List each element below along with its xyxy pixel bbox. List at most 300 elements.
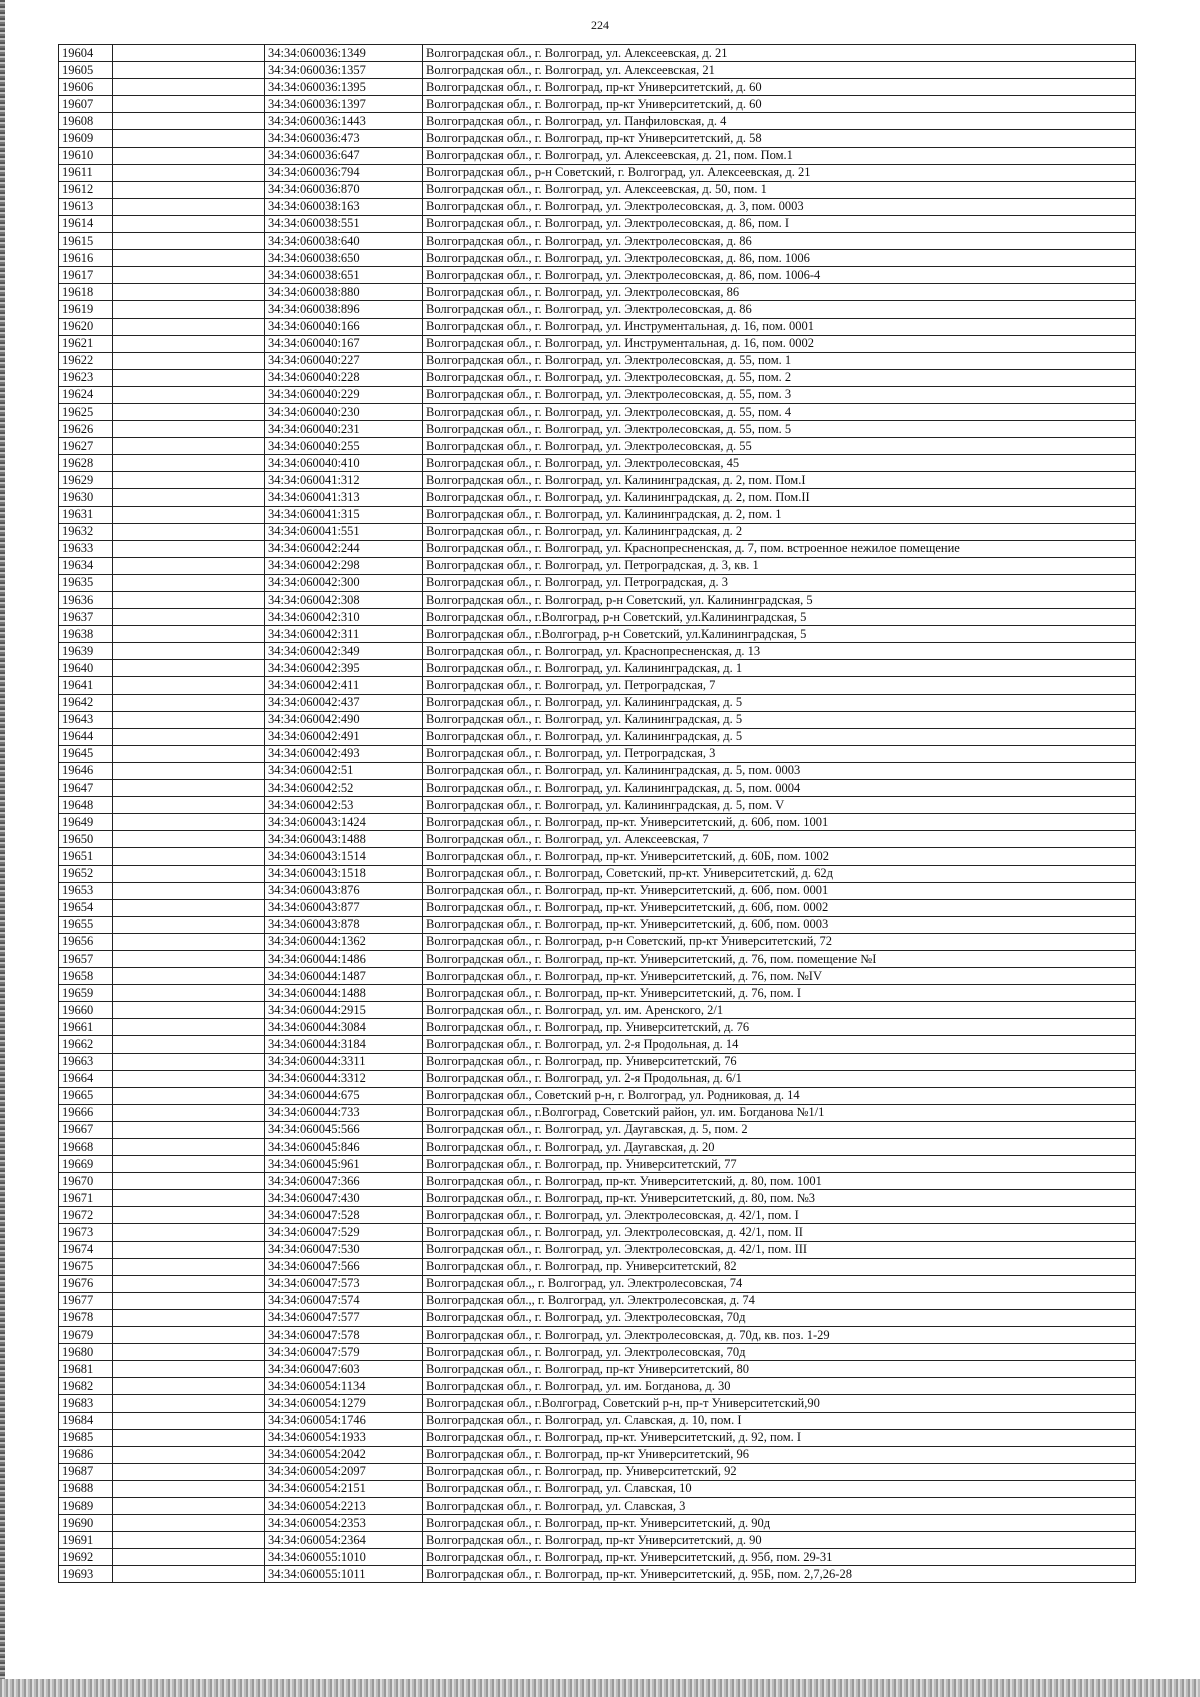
row-number-cell: 19617 — [59, 267, 113, 284]
row-number-cell: 19635 — [59, 574, 113, 591]
cadastral-number-cell: 34:34:060038:650 — [265, 250, 423, 267]
row-number-cell: 19624 — [59, 386, 113, 403]
cadastral-number-cell: 34:34:060047:573 — [265, 1275, 423, 1292]
empty-cell — [113, 113, 265, 130]
row-number-cell: 19660 — [59, 1002, 113, 1019]
address-cell: Волгоградская обл., г. Волгоград, ул. Электролесовская, 86 — [423, 284, 1136, 301]
cadastral-number-cell: 34:34:060036:1357 — [265, 62, 423, 79]
row-number-cell: 19613 — [59, 198, 113, 215]
cadastral-number-cell: 34:34:060036:1349 — [265, 45, 423, 62]
row-number-cell: 19639 — [59, 643, 113, 660]
empty-cell — [113, 96, 265, 113]
table-row — [59, 626, 1136, 643]
row-number-cell: 19665 — [59, 1087, 113, 1104]
table-row — [59, 369, 1136, 386]
address-cell: Волгоградская обл., г. Волгоград, пр-кт. Университетский, д. 92, пом. I — [423, 1429, 1136, 1446]
address-cell: Волгоградская обл., г. Волгоград, ул. 2-я Продольная, д. 6/1 — [423, 1070, 1136, 1087]
table-row — [59, 130, 1136, 147]
row-number-cell: 19649 — [59, 814, 113, 831]
empty-cell — [113, 1121, 265, 1138]
cadastral-number-cell: 34:34:060042:311 — [265, 626, 423, 643]
row-number-cell: 19655 — [59, 916, 113, 933]
cadastral-number-cell: 34:34:060036:1397 — [265, 96, 423, 113]
address-cell: Волгоградская обл., г. Волгоград, пр-кт. Университетский, д. 76, пом. помещение №I — [423, 950, 1136, 967]
cadastral-number-cell: 34:34:060040:227 — [265, 352, 423, 369]
address-cell: Волгоградская обл., г. Волгоград, ул. Калининградская, д. 5 — [423, 728, 1136, 745]
table-row — [59, 1002, 1136, 1019]
address-cell: Волгоградская обл., г. Волгоград, пр-кт Университетский, д. 90 — [423, 1532, 1136, 1549]
empty-cell — [113, 421, 265, 438]
cadastral-number-cell: 34:34:060043:1424 — [265, 814, 423, 831]
table-row — [59, 1087, 1136, 1104]
cadastral-number-cell: 34:34:060041:315 — [265, 506, 423, 523]
empty-cell — [113, 438, 265, 455]
address-cell: Волгоградская обл., г. Волгоград, пр-кт Университетский, д. 60 — [423, 96, 1136, 113]
cadastral-number-cell: 34:34:060044:1362 — [265, 933, 423, 950]
row-number-cell: 19668 — [59, 1139, 113, 1156]
table-row — [59, 1361, 1136, 1378]
empty-cell — [113, 267, 265, 284]
address-cell: Волгоградская обл., г.Волгоград, Советский р-н, пр-т Университетский,90 — [423, 1395, 1136, 1412]
empty-cell — [113, 1532, 265, 1549]
empty-cell — [113, 1480, 265, 1497]
cadastral-number-cell: 34:34:060054:2213 — [265, 1497, 423, 1514]
cadastral-number-cell: 34:34:060044:3184 — [265, 1036, 423, 1053]
cadastral-number-cell: 34:34:060047:579 — [265, 1344, 423, 1361]
cadastral-number-cell: 34:34:060047:577 — [265, 1309, 423, 1326]
row-number-cell: 19670 — [59, 1173, 113, 1190]
cadastral-number-cell: 34:34:060040:255 — [265, 438, 423, 455]
empty-cell — [113, 540, 265, 557]
empty-cell — [113, 386, 265, 403]
address-cell: Волгоградская обл., г. Волгоград, ул. Инструментальная, д. 16, пом. 0001 — [423, 318, 1136, 335]
cadastral-number-cell: 34:34:060041:312 — [265, 472, 423, 489]
row-number-cell: 19663 — [59, 1053, 113, 1070]
table-row — [59, 403, 1136, 420]
table-row — [59, 455, 1136, 472]
cadastral-number-cell: 34:34:060040:166 — [265, 318, 423, 335]
table-row — [59, 1207, 1136, 1224]
empty-cell — [113, 660, 265, 677]
cadastral-number-cell: 34:34:060040:229 — [265, 386, 423, 403]
row-number-cell: 19612 — [59, 181, 113, 198]
row-number-cell: 19647 — [59, 780, 113, 797]
cadastral-number-cell: 34:34:060054:2042 — [265, 1446, 423, 1463]
empty-cell — [113, 1292, 265, 1309]
empty-cell — [113, 1087, 265, 1104]
cadastral-number-cell: 34:34:060038:551 — [265, 215, 423, 232]
table-row — [59, 147, 1136, 164]
cadastral-number-cell: 34:34:060043:1488 — [265, 831, 423, 848]
address-cell: Волгоградская обл., г. Волгоград, ул. им. Богданова, д. 30 — [423, 1378, 1136, 1395]
cadastral-number-cell: 34:34:060043:1518 — [265, 865, 423, 882]
table-row — [59, 96, 1136, 113]
row-number-cell: 19652 — [59, 865, 113, 882]
cadastral-number-cell: 34:34:060047:366 — [265, 1173, 423, 1190]
address-cell: Волгоградская обл., г. Волгоград, ул. Электролесовская, д. 86, пом. 1006 — [423, 250, 1136, 267]
table-row — [59, 1258, 1136, 1275]
table-row — [59, 677, 1136, 694]
table-row — [59, 728, 1136, 745]
empty-cell — [113, 198, 265, 215]
empty-cell — [113, 728, 265, 745]
cadastral-number-cell: 34:34:060055:1010 — [265, 1549, 423, 1566]
cadastral-number-cell: 34:34:060036:1443 — [265, 113, 423, 130]
address-cell: Волгоградская обл., г. Волгоград, ул. Электролесовская, д. 55 — [423, 438, 1136, 455]
row-number-cell: 19687 — [59, 1463, 113, 1480]
empty-cell — [113, 1173, 265, 1190]
cadastral-number-cell: 34:34:060040:410 — [265, 455, 423, 472]
row-number-cell: 19653 — [59, 882, 113, 899]
address-cell: Волгоградская обл., г. Волгоград, ул. Калининградская, д. 5 — [423, 711, 1136, 728]
row-number-cell: 19692 — [59, 1549, 113, 1566]
row-number-cell: 19627 — [59, 438, 113, 455]
scan-edge-bottom — [0, 1679, 1200, 1697]
table-row — [59, 1275, 1136, 1292]
empty-cell — [113, 848, 265, 865]
table-row — [59, 540, 1136, 557]
empty-cell — [113, 814, 265, 831]
address-cell: Волгоградская обл., г. Волгоград, пр-кт. Университетский, д. 60б, пом. 0002 — [423, 899, 1136, 916]
cadastral-number-cell: 34:34:060036:794 — [265, 164, 423, 181]
row-number-cell: 19650 — [59, 831, 113, 848]
row-number-cell: 19634 — [59, 557, 113, 574]
empty-cell — [113, 1036, 265, 1053]
address-cell: Волгоградская обл., г. Волгоград, ул. Калининградская, д. 5 — [423, 694, 1136, 711]
cadastral-number-cell: 34:34:060044:1486 — [265, 950, 423, 967]
cadastral-number-cell: 34:34:060047:530 — [265, 1241, 423, 1258]
empty-cell — [113, 164, 265, 181]
cadastral-number-cell: 34:34:060042:437 — [265, 694, 423, 711]
table-row — [59, 882, 1136, 899]
row-number-cell: 19671 — [59, 1190, 113, 1207]
empty-cell — [113, 643, 265, 660]
scan-edge-left — [0, 0, 5, 1697]
address-cell: Волгоградская обл., г. Волгоград, пр. Университетский, 92 — [423, 1463, 1136, 1480]
cadastral-number-cell: 34:34:060047:529 — [265, 1224, 423, 1241]
row-number-cell: 19693 — [59, 1566, 113, 1583]
address-cell: Волгоградская обл., г. Волгоград, ул. Калининградская, д. 2, пом. Пом.I — [423, 472, 1136, 489]
cadastral-number-cell: 34:34:060036:1395 — [265, 79, 423, 96]
row-number-cell: 19631 — [59, 506, 113, 523]
address-cell: Волгоградская обл., г. Волгоград, ул. Электролесовская, 45 — [423, 455, 1136, 472]
table-row — [59, 301, 1136, 318]
cadastral-number-cell: 34:34:060055:1011 — [265, 1566, 423, 1583]
empty-cell — [113, 472, 265, 489]
address-cell: Волгоградская обл., г. Волгоград, пр. Университетский, д. 76 — [423, 1019, 1136, 1036]
address-cell: Волгоградская обл., г. Волгоград, ул. Панфиловская, д. 4 — [423, 113, 1136, 130]
empty-cell — [113, 130, 265, 147]
address-cell: Волгоградская обл., г. Волгоград, ул. Инструментальная, д. 16, пом. 0002 — [423, 335, 1136, 352]
empty-cell — [113, 1446, 265, 1463]
empty-cell — [113, 950, 265, 967]
table-row — [59, 1292, 1136, 1309]
empty-cell — [113, 1549, 265, 1566]
row-number-cell: 19645 — [59, 745, 113, 762]
empty-cell — [113, 1224, 265, 1241]
cadastral-number-cell: 34:34:060045:566 — [265, 1121, 423, 1138]
cadastral-number-cell: 34:34:060042:395 — [265, 660, 423, 677]
page-number: 224 — [591, 18, 609, 32]
table-row — [59, 1446, 1136, 1463]
address-cell: Волгоградская обл., г. Волгоград, ул. Калининградская, д. 1 — [423, 660, 1136, 677]
row-number-cell: 19662 — [59, 1036, 113, 1053]
cadastral-number-cell: 34:34:060045:846 — [265, 1139, 423, 1156]
empty-cell — [113, 916, 265, 933]
address-cell: Волгоградская обл., г. Волгоград, ул. Электролесовская, д. 42/1, пом. III — [423, 1241, 1136, 1258]
row-number-cell: 19674 — [59, 1241, 113, 1258]
table-row — [59, 79, 1136, 96]
row-number-cell: 19644 — [59, 728, 113, 745]
cadastral-number-cell: 34:34:060043:878 — [265, 916, 423, 933]
address-cell: Волгоградская обл., г. Волгоград, р-н Советский, пр-кт Университетский, 72 — [423, 933, 1136, 950]
table-row — [59, 609, 1136, 626]
empty-cell — [113, 780, 265, 797]
table-row — [59, 557, 1136, 574]
address-cell: Волгоградская обл., г. Волгоград, ул. Краснопресненская, д. 13 — [423, 643, 1136, 660]
empty-cell — [113, 1309, 265, 1326]
empty-cell — [113, 694, 265, 711]
address-cell: Волгоградская обл., г. Волгоград, Советский, пр-кт. Университетский, д. 62д — [423, 865, 1136, 882]
address-cell: Волгоградская обл., г. Волгоград, ул. Калининградская, д. 5, пом. 0003 — [423, 762, 1136, 779]
cadastral-number-cell: 34:34:060044:3312 — [265, 1070, 423, 1087]
empty-cell — [113, 301, 265, 318]
table-row — [59, 780, 1136, 797]
empty-cell — [113, 745, 265, 762]
row-number-cell: 19642 — [59, 694, 113, 711]
address-cell: Волгоградская обл., г. Волгоград, ул. Электролесовская, д. 86, пом. 1006-4 — [423, 267, 1136, 284]
row-number-cell: 19609 — [59, 130, 113, 147]
table-row — [59, 1241, 1136, 1258]
empty-cell — [113, 1275, 265, 1292]
table-row — [59, 574, 1136, 591]
empty-cell — [113, 797, 265, 814]
row-number-cell: 19691 — [59, 1532, 113, 1549]
row-number-cell: 19681 — [59, 1361, 113, 1378]
row-number-cell: 19615 — [59, 233, 113, 250]
row-number-cell: 19680 — [59, 1344, 113, 1361]
empty-cell — [113, 1378, 265, 1395]
empty-cell — [113, 1327, 265, 1344]
row-number-cell: 19619 — [59, 301, 113, 318]
table-row — [59, 985, 1136, 1002]
cadastral-number-cell: 34:34:060044:675 — [265, 1087, 423, 1104]
table-row — [59, 643, 1136, 660]
cadastral-number-cell: 34:34:060047:566 — [265, 1258, 423, 1275]
address-cell: Волгоградская обл., г. Волгоград, пр-кт. Университетский, д. 80, пом. №3 — [423, 1190, 1136, 1207]
address-cell: Волгоградская обл., г. Волгоград, пр-кт. Университетский, д. 90д — [423, 1515, 1136, 1532]
table-row — [59, 1053, 1136, 1070]
row-number-cell: 19641 — [59, 677, 113, 694]
row-number-cell: 19682 — [59, 1378, 113, 1395]
address-cell: Волгоградская обл., г. Волгоград, ул. Краснопресненская, д. 7, пом. встроенное нежилое помещение — [423, 540, 1136, 557]
address-cell: Волгоградская обл., г. Волгоград, пр-кт. Университетский, д. 60б, пом. 0001 — [423, 882, 1136, 899]
cadastral-number-cell: 34:34:060047:574 — [265, 1292, 423, 1309]
cadastral-number-cell: 34:34:060044:1488 — [265, 985, 423, 1002]
cadastral-number-cell: 34:34:060047:430 — [265, 1190, 423, 1207]
cadastral-number-cell: 34:34:060041:313 — [265, 489, 423, 506]
cadastral-number-cell: 34:34:060054:2097 — [265, 1463, 423, 1480]
table-row — [59, 1480, 1136, 1497]
row-number-cell: 19685 — [59, 1429, 113, 1446]
cadastral-number-cell: 34:34:060044:2915 — [265, 1002, 423, 1019]
empty-cell — [113, 455, 265, 472]
cadastral-number-cell: 34:34:060038:651 — [265, 267, 423, 284]
empty-cell — [113, 1258, 265, 1275]
table-row — [59, 198, 1136, 215]
empty-cell — [113, 626, 265, 643]
table-row — [59, 352, 1136, 369]
cadastral-number-cell: 34:34:060054:2353 — [265, 1515, 423, 1532]
table-row — [59, 284, 1136, 301]
row-number-cell: 19626 — [59, 421, 113, 438]
cadastral-number-cell: 34:34:060043:876 — [265, 882, 423, 899]
empty-cell — [113, 352, 265, 369]
empty-cell — [113, 1497, 265, 1514]
row-number-cell: 19684 — [59, 1412, 113, 1429]
row-number-cell: 19605 — [59, 62, 113, 79]
address-cell: Волгоградская обл., г. Волгоград, ул. 2-я Продольная, д. 14 — [423, 1036, 1136, 1053]
cadastral-number-cell: 34:34:060042:411 — [265, 677, 423, 694]
empty-cell — [113, 1515, 265, 1532]
empty-cell — [113, 284, 265, 301]
address-cell: Волгоградская обл., г. Волгоград, пр-кт. Университетский, д. 95Б, пом. 2,7,26-28 — [423, 1566, 1136, 1583]
empty-cell — [113, 45, 265, 62]
address-cell: Волгоградская обл., г. Волгоград, ул. Алексеевская, д. 21 — [423, 45, 1136, 62]
row-number-cell: 19610 — [59, 147, 113, 164]
row-number-cell: 19651 — [59, 848, 113, 865]
empty-cell — [113, 1241, 265, 1258]
address-cell: Волгоградская обл., г. Волгоград, ул. Калининградская, д. 2, пом. 1 — [423, 506, 1136, 523]
table-row — [59, 45, 1136, 62]
address-cell: Волгоградская обл., г. Волгоград, ул. Калининградская, д. 5, пом. 0004 — [423, 780, 1136, 797]
row-number-cell: 19679 — [59, 1327, 113, 1344]
empty-cell — [113, 403, 265, 420]
empty-cell — [113, 62, 265, 79]
row-number-cell: 19673 — [59, 1224, 113, 1241]
table-row — [59, 1070, 1136, 1087]
cadastral-number-cell: 34:34:060042:310 — [265, 609, 423, 626]
empty-cell — [113, 1002, 265, 1019]
row-number-cell: 19625 — [59, 403, 113, 420]
cadastral-number-cell: 34:34:060038:880 — [265, 284, 423, 301]
row-number-cell: 19654 — [59, 899, 113, 916]
table-row — [59, 933, 1136, 950]
cadastral-number-cell: 34:34:060044:3084 — [265, 1019, 423, 1036]
empty-cell — [113, 985, 265, 1002]
cadastral-number-cell: 34:34:060038:163 — [265, 198, 423, 215]
cadastral-number-cell: 34:34:060042:349 — [265, 643, 423, 660]
cadastral-number-cell: 34:34:060047:578 — [265, 1327, 423, 1344]
address-cell: Волгоградская обл., г. Волгоград, ул. Петроградская, 3 — [423, 745, 1136, 762]
table-row — [59, 506, 1136, 523]
table-row — [59, 1344, 1136, 1361]
table-row — [59, 1532, 1136, 1549]
table-row — [59, 233, 1136, 250]
cadastral-number-cell: 34:34:060036:647 — [265, 147, 423, 164]
cadastral-number-cell: 34:34:060042:244 — [265, 540, 423, 557]
row-number-cell: 19638 — [59, 626, 113, 643]
empty-cell — [113, 489, 265, 506]
empty-cell — [113, 882, 265, 899]
cadastral-number-cell: 34:34:060042:490 — [265, 711, 423, 728]
cadastral-number-cell: 34:34:060044:3311 — [265, 1053, 423, 1070]
address-cell: Волгоградская обл., г. Волгоград, ул. Электролесовская, д. 42/1, пом. II — [423, 1224, 1136, 1241]
cadastral-number-cell: 34:34:060047:528 — [265, 1207, 423, 1224]
address-cell: Волгоградская обл., г. Волгоград, пр-кт Университетский, 80 — [423, 1361, 1136, 1378]
address-cell: Волгоградская обл., г. Волгоград, ул. Электролесовская, 70д — [423, 1344, 1136, 1361]
cadastral-number-cell: 34:34:060043:1514 — [265, 848, 423, 865]
table-row — [59, 472, 1136, 489]
cadastral-number-cell: 34:34:060044:733 — [265, 1104, 423, 1121]
address-cell: Волгоградская обл., г. Волгоград, пр-кт Университетский, д. 58 — [423, 130, 1136, 147]
empty-cell — [113, 233, 265, 250]
address-cell: Волгоградская обл., г. Волгоград, р-н Советский, ул. Калининградская, 5 — [423, 592, 1136, 609]
table-row — [59, 1190, 1136, 1207]
cadastral-number-cell: 34:34:060044:1487 — [265, 968, 423, 985]
cadastral-number-cell: 34:34:060054:2151 — [265, 1480, 423, 1497]
cadastral-number-cell: 34:34:060038:896 — [265, 301, 423, 318]
cadastral-number-cell: 34:34:060042:300 — [265, 574, 423, 591]
registry-table-body — [59, 45, 1136, 1583]
empty-cell — [113, 557, 265, 574]
row-number-cell: 19618 — [59, 284, 113, 301]
table-row — [59, 1429, 1136, 1446]
empty-cell — [113, 677, 265, 694]
empty-cell — [113, 1361, 265, 1378]
cadastral-number-cell: 34:34:060040:231 — [265, 421, 423, 438]
table-row — [59, 1019, 1136, 1036]
row-number-cell: 19672 — [59, 1207, 113, 1224]
table-row — [59, 745, 1136, 762]
cadastral-number-cell: 34:34:060042:298 — [265, 557, 423, 574]
address-cell: Волгоградская обл., г. Волгоград, ул. Электролесовская, д. 55, пом. 5 — [423, 421, 1136, 438]
row-number-cell: 19664 — [59, 1070, 113, 1087]
empty-cell — [113, 181, 265, 198]
row-number-cell: 19632 — [59, 523, 113, 540]
address-cell: Волгоградская обл., г. Волгоград, пр-кт. Университетский, д. 80, пом. 1001 — [423, 1173, 1136, 1190]
row-number-cell: 19623 — [59, 369, 113, 386]
address-cell: Волгоградская обл., г. Волгоград, пр-кт. Университетский, д. 76, пом. I — [423, 985, 1136, 1002]
table-row — [59, 1412, 1136, 1429]
row-number-cell: 19636 — [59, 592, 113, 609]
table-row — [59, 797, 1136, 814]
empty-cell — [113, 1412, 265, 1429]
row-number-cell: 19628 — [59, 455, 113, 472]
row-number-cell: 19648 — [59, 797, 113, 814]
table-row — [59, 1463, 1136, 1480]
table-row — [59, 335, 1136, 352]
address-cell: Волгоградская обл., г. Волгоград, ул. Электролесовская, д. 55, пом. 1 — [423, 352, 1136, 369]
empty-cell — [113, 592, 265, 609]
empty-cell — [113, 933, 265, 950]
empty-cell — [113, 711, 265, 728]
table-row — [59, 1121, 1136, 1138]
table-row — [59, 831, 1136, 848]
row-number-cell: 19607 — [59, 96, 113, 113]
row-number-cell: 19633 — [59, 540, 113, 557]
cadastral-number-cell: 34:34:060040:230 — [265, 403, 423, 420]
table-row — [59, 1515, 1136, 1532]
table-row — [59, 113, 1136, 130]
address-cell: Волгоградская обл., г. Волгоград, ул. Петроградская, д. 3 — [423, 574, 1136, 591]
empty-cell — [113, 1429, 265, 1446]
table-row — [59, 762, 1136, 779]
address-cell: Волгоградская обл., р-н Советский, г. Волгоград, ул. Алексеевская, д. 21 — [423, 164, 1136, 181]
empty-cell — [113, 215, 265, 232]
cadastral-number-cell: 34:34:060054:1933 — [265, 1429, 423, 1446]
empty-cell — [113, 899, 265, 916]
